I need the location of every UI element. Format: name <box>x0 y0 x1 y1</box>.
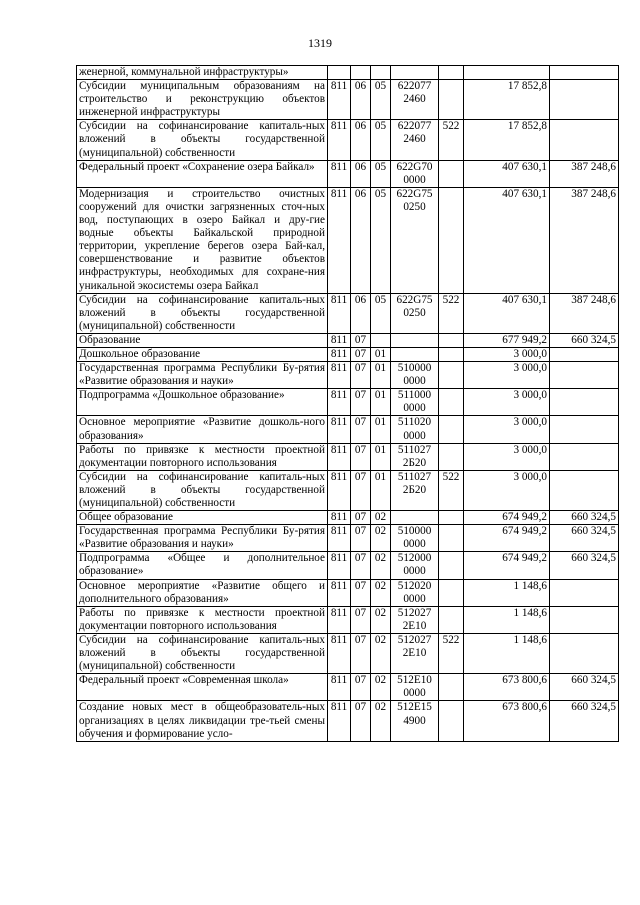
amount-year2-cell <box>550 416 619 443</box>
subsection-cell: 02 <box>371 511 391 525</box>
amount-year1-cell: 3 000,0 <box>464 416 550 443</box>
section-cell: 07 <box>351 579 371 606</box>
admin-code-cell: 811 <box>328 579 351 606</box>
row-name-cell: Образование <box>77 333 328 347</box>
section-cell: 07 <box>351 606 371 633</box>
target-article-cell: 622G75 0250 <box>391 187 439 293</box>
expense-kind-cell <box>439 80 464 120</box>
admin-code-cell: 811 <box>328 470 351 510</box>
admin-code-cell: 811 <box>328 362 351 389</box>
row-name-cell: Работы по привязке к местности проектной документации повторного использования <box>77 606 328 633</box>
admin-code-cell: 811 <box>328 389 351 416</box>
expense-kind-cell <box>439 362 464 389</box>
expense-kind-cell <box>439 66 464 80</box>
admin-code-cell: 811 <box>328 416 351 443</box>
subsection-cell: 02 <box>371 579 391 606</box>
target-article-cell: 512Е10 0000 <box>391 674 439 701</box>
amount-year1-cell: 3 000,0 <box>464 362 550 389</box>
table-row <box>77 362 619 389</box>
table-row <box>77 552 619 579</box>
row-name-cell: Субсидии на софинансирование капиталь-ных вложений в объекты государственной (муниципальной) собственности <box>77 120 328 160</box>
expense-kind-cell <box>439 333 464 347</box>
amount-year2-cell: 660 324,5 <box>550 525 619 552</box>
table-row <box>77 674 619 701</box>
section-cell <box>351 66 371 80</box>
expense-kind-cell <box>439 160 464 187</box>
subsection-cell: 01 <box>371 443 391 470</box>
table-row <box>77 389 619 416</box>
row-name-cell: Основное мероприятие «Развитие дошколь-ного образования» <box>77 416 328 443</box>
amount-year2-cell: 660 324,5 <box>550 701 619 741</box>
amount-year2-cell <box>550 606 619 633</box>
admin-code-cell: 811 <box>328 347 351 361</box>
amount-year2-cell <box>550 362 619 389</box>
amount-year2-cell: 660 324,5 <box>550 552 619 579</box>
admin-code-cell: 811 <box>328 633 351 673</box>
amount-year1-cell: 17 852,8 <box>464 80 550 120</box>
amount-year2-cell: 660 324,5 <box>550 674 619 701</box>
target-article-cell <box>391 333 439 347</box>
row-name-cell: Субсидии на софинансирование капиталь-ных вложений в объекты государственной (муниципальной) собственности <box>77 470 328 510</box>
target-article-cell: 622G75 0250 <box>391 293 439 333</box>
expense-kind-cell <box>439 579 464 606</box>
row-name-cell: Субсидии на софинансирование капиталь-ных вложений в объекты государственной (муниципальной) собственности <box>77 293 328 333</box>
table-row <box>77 443 619 470</box>
section-cell: 07 <box>351 362 371 389</box>
row-name-cell: Субсидии муниципальным образованиям на строительство и реконструкцию объектов инженерной инфраструктуры <box>77 80 328 120</box>
target-article-cell: 510000 0000 <box>391 525 439 552</box>
section-cell: 07 <box>351 701 371 741</box>
subsection-cell: 01 <box>371 347 391 361</box>
expense-kind-cell: 522 <box>439 633 464 673</box>
target-article-cell: 512000 0000 <box>391 552 439 579</box>
subsection-cell: 05 <box>371 80 391 120</box>
subsection-cell: 01 <box>371 470 391 510</box>
table-row <box>77 80 619 120</box>
amount-year1-cell <box>464 66 550 80</box>
section-cell: 07 <box>351 511 371 525</box>
amount-year1-cell: 674 949,2 <box>464 552 550 579</box>
section-cell: 07 <box>351 633 371 673</box>
table-row <box>77 606 619 633</box>
amount-year1-cell: 674 949,2 <box>464 511 550 525</box>
table-row <box>77 470 619 510</box>
admin-code-cell: 811 <box>328 80 351 120</box>
amount-year2-cell <box>550 347 619 361</box>
amount-year2-cell <box>550 443 619 470</box>
admin-code-cell: 811 <box>328 120 351 160</box>
amount-year1-cell: 1 148,6 <box>464 606 550 633</box>
expense-kind-cell <box>439 525 464 552</box>
table-row <box>77 333 619 347</box>
section-cell: 07 <box>351 552 371 579</box>
table-row <box>77 293 619 333</box>
target-article-cell: 511027 2Б20 <box>391 443 439 470</box>
expense-kind-cell <box>439 674 464 701</box>
subsection-cell: 01 <box>371 362 391 389</box>
target-article-cell: 622G70 0000 <box>391 160 439 187</box>
row-name-cell: Подпрограмма «Общее и дополнительное образование» <box>77 552 328 579</box>
amount-year2-cell <box>550 633 619 673</box>
target-article-cell <box>391 347 439 361</box>
subsection-cell: 05 <box>371 120 391 160</box>
amount-year1-cell: 677 949,2 <box>464 333 550 347</box>
amount-year2-cell: 660 324,5 <box>550 333 619 347</box>
table-row <box>77 525 619 552</box>
target-article-cell: 511000 0000 <box>391 389 439 416</box>
amount-year1-cell: 1 148,6 <box>464 579 550 606</box>
row-name-cell: Модернизация и строительство очистных сооружений для очистки загрязненных сточ-ных вод, поступающих в озеро Байкал и дру-гие водные объекты Байкальской природной территории, укрепление берегов озера Бай-кал, совершенствование и развитие объектов инфраструктуры, необходимых для сохране-ния уникальной экосистемы озера Байкал <box>77 187 328 293</box>
amount-year2-cell <box>550 470 619 510</box>
amount-year2-cell: 387 248,6 <box>550 293 619 333</box>
section-cell: 06 <box>351 293 371 333</box>
admin-code-cell: 811 <box>328 187 351 293</box>
target-article-cell: 622077 2460 <box>391 80 439 120</box>
section-cell: 07 <box>351 416 371 443</box>
section-cell: 07 <box>351 470 371 510</box>
expense-kind-cell <box>439 606 464 633</box>
amount-year1-cell: 3 000,0 <box>464 347 550 361</box>
row-name-cell: Субсидии на софинансирование капиталь-ных вложений в объекты государственной (муниципальной) собственности <box>77 633 328 673</box>
row-name-cell: Работы по привязке к местности проектной документации повторного использования <box>77 443 328 470</box>
row-name-cell: Общее образование <box>77 511 328 525</box>
admin-code-cell: 811 <box>328 525 351 552</box>
table-row <box>77 347 619 361</box>
target-article-cell <box>391 66 439 80</box>
section-cell: 06 <box>351 187 371 293</box>
row-name-cell: Дошкольное образование <box>77 347 328 361</box>
row-name-cell: Государственная программа Республики Бу-рятия «Развитие образования и науки» <box>77 362 328 389</box>
target-article-cell: 511027 2Б20 <box>391 470 439 510</box>
amount-year2-cell <box>550 389 619 416</box>
section-cell: 06 <box>351 80 371 120</box>
expense-kind-cell: 522 <box>439 120 464 160</box>
section-cell: 06 <box>351 120 371 160</box>
subsection-cell: 02 <box>371 633 391 673</box>
target-article-cell <box>391 511 439 525</box>
amount-year1-cell: 3 000,0 <box>464 470 550 510</box>
admin-code-cell: 811 <box>328 701 351 741</box>
amount-year1-cell: 407 630,1 <box>464 160 550 187</box>
row-name-cell: Подпрограмма «Дошкольное образование» <box>77 389 328 416</box>
expense-kind-cell: 522 <box>439 293 464 333</box>
target-article-cell: 510000 0000 <box>391 362 439 389</box>
table-row <box>77 511 619 525</box>
admin-code-cell: 811 <box>328 674 351 701</box>
admin-code-cell: 811 <box>328 552 351 579</box>
amount-year1-cell: 3 000,0 <box>464 389 550 416</box>
admin-code-cell: 811 <box>328 511 351 525</box>
amount-year2-cell: 387 248,6 <box>550 160 619 187</box>
subsection-cell: 02 <box>371 606 391 633</box>
amount-year2-cell <box>550 120 619 160</box>
section-cell: 07 <box>351 389 371 416</box>
amount-year2-cell: 387 248,6 <box>550 187 619 293</box>
admin-code-cell: 811 <box>328 293 351 333</box>
subsection-cell: 02 <box>371 701 391 741</box>
section-cell: 07 <box>351 443 371 470</box>
expense-kind-cell <box>439 701 464 741</box>
row-name-cell: Основное мероприятие «Развитие общего и дополнительного образования» <box>77 579 328 606</box>
expense-kind-cell <box>439 511 464 525</box>
amount-year1-cell: 673 800,6 <box>464 674 550 701</box>
subsection-cell: 05 <box>371 293 391 333</box>
subsection-cell: 01 <box>371 416 391 443</box>
table-row <box>77 187 619 293</box>
section-cell: 06 <box>351 160 371 187</box>
amount-year1-cell: 673 800,6 <box>464 701 550 741</box>
amount-year1-cell: 407 630,1 <box>464 293 550 333</box>
amount-year2-cell <box>550 66 619 80</box>
subsection-cell: 02 <box>371 525 391 552</box>
admin-code-cell: 811 <box>328 443 351 470</box>
table-row <box>77 701 619 741</box>
section-cell: 07 <box>351 347 371 361</box>
expense-kind-cell <box>439 416 464 443</box>
expense-kind-cell <box>439 347 464 361</box>
page-number: 1319 <box>308 36 332 50</box>
subsection-cell: 01 <box>371 389 391 416</box>
row-name-cell: Федеральный проект «Современная школа» <box>77 674 328 701</box>
target-article-cell: 622077 2460 <box>391 120 439 160</box>
target-article-cell: 512020 0000 <box>391 579 439 606</box>
table-row <box>77 633 619 673</box>
budget-table <box>76 65 619 742</box>
row-name-cell: Государственная программа Республики Бу-рятия «Развитие образования и науки» <box>77 525 328 552</box>
table-row <box>77 66 619 80</box>
table-row <box>77 160 619 187</box>
subsection-cell <box>371 333 391 347</box>
target-article-cell: 512027 2Е10 <box>391 633 439 673</box>
target-article-cell: 512027 2Е10 <box>391 606 439 633</box>
expense-kind-cell: 522 <box>439 470 464 510</box>
expense-kind-cell <box>439 389 464 416</box>
expense-kind-cell <box>439 443 464 470</box>
amount-year1-cell: 674 949,2 <box>464 525 550 552</box>
row-name-cell: женерной, коммунальной инфраструктуры» <box>77 66 328 80</box>
amount-year1-cell: 3 000,0 <box>464 443 550 470</box>
subsection-cell: 05 <box>371 160 391 187</box>
amount-year1-cell: 1 148,6 <box>464 633 550 673</box>
row-name-cell: Создание новых мест в общеобразователь-ных организациях в целях ликвидации тре-тьей смены обучения и формирование усло- <box>77 701 328 741</box>
admin-code-cell <box>328 66 351 80</box>
expense-kind-cell <box>439 552 464 579</box>
target-article-cell: 511020 0000 <box>391 416 439 443</box>
section-cell: 07 <box>351 674 371 701</box>
admin-code-cell: 811 <box>328 333 351 347</box>
table-row <box>77 579 619 606</box>
target-article-cell: 512Е15 4900 <box>391 701 439 741</box>
subsection-cell <box>371 66 391 80</box>
amount-year2-cell <box>550 579 619 606</box>
subsection-cell: 05 <box>371 187 391 293</box>
row-name-cell: Федеральный проект «Сохранение озера Байкал» <box>77 160 328 187</box>
amount-year1-cell: 407 630,1 <box>464 187 550 293</box>
admin-code-cell: 811 <box>328 606 351 633</box>
amount-year2-cell <box>550 80 619 120</box>
subsection-cell: 02 <box>371 552 391 579</box>
subsection-cell: 02 <box>371 674 391 701</box>
expense-kind-cell <box>439 187 464 293</box>
table-row <box>77 416 619 443</box>
amount-year1-cell: 17 852,8 <box>464 120 550 160</box>
amount-year2-cell: 660 324,5 <box>550 511 619 525</box>
section-cell: 07 <box>351 525 371 552</box>
section-cell: 07 <box>351 333 371 347</box>
admin-code-cell: 811 <box>328 160 351 187</box>
budget-table-body <box>77 66 619 742</box>
table-row <box>77 120 619 160</box>
